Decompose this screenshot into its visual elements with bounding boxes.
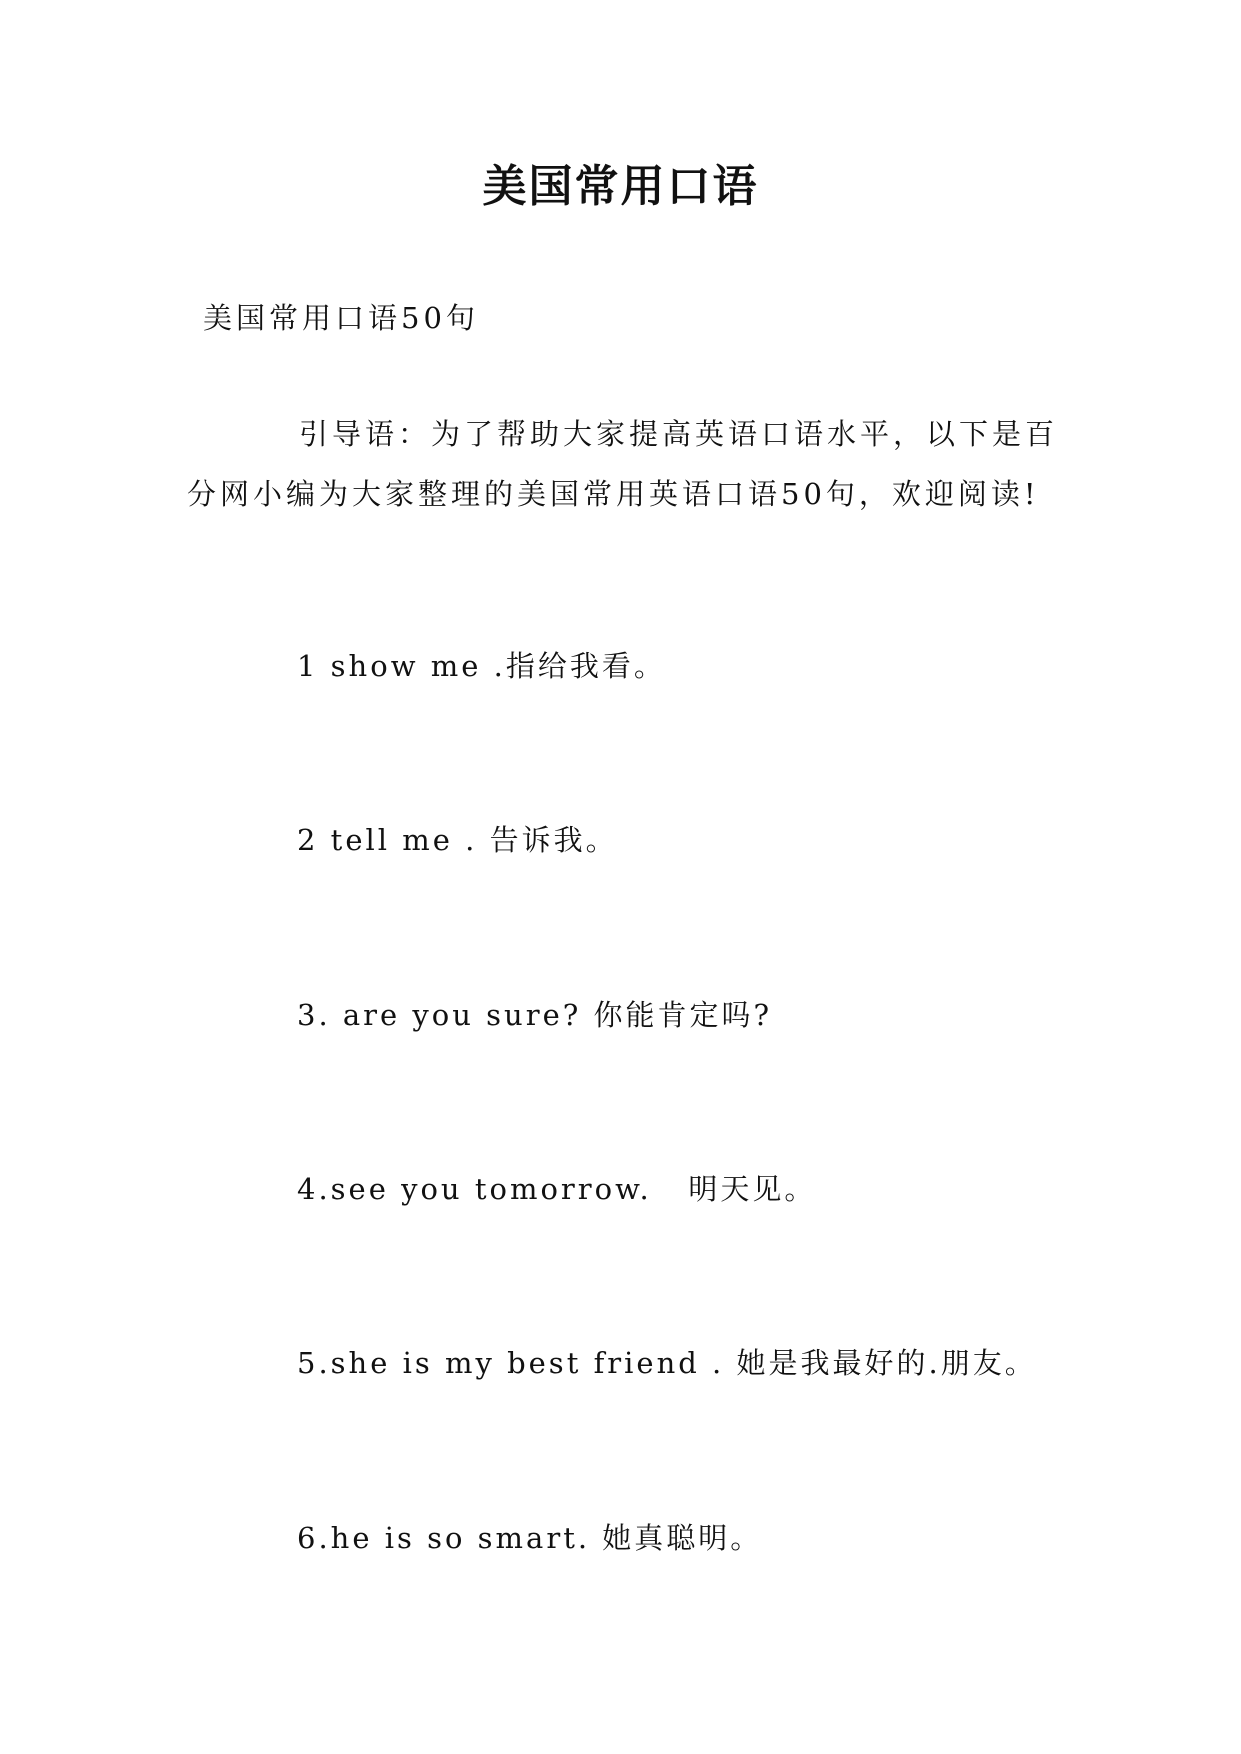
phrase-item-1: 1 show me .指给我看。 [297, 649, 666, 683]
phrase-item-5: 5.she is my best friend . 她是我最好的.朋友。 [297, 1346, 1037, 1380]
phrase-item-3: 3. are you sure? 你能肯定吗? [297, 998, 773, 1032]
phrase-item-4: 4.see you tomorrow. 明天见。 [297, 1172, 817, 1206]
document-subtitle: 美国常用口语50句 [203, 301, 479, 335]
phrase-item-2: 2 tell me . 告诉我。 [297, 823, 618, 857]
phrase-item-6: 6.he is so smart. 她真聪明。 [297, 1521, 763, 1555]
intro-paragraph: 引导语：为了帮助大家提高英语口语水平，以下是百分网小编为大家整理的美国常用英语口语50句，欢迎阅读! [187, 417, 1059, 511]
document-title: 美国常用口语 [482, 161, 759, 212]
